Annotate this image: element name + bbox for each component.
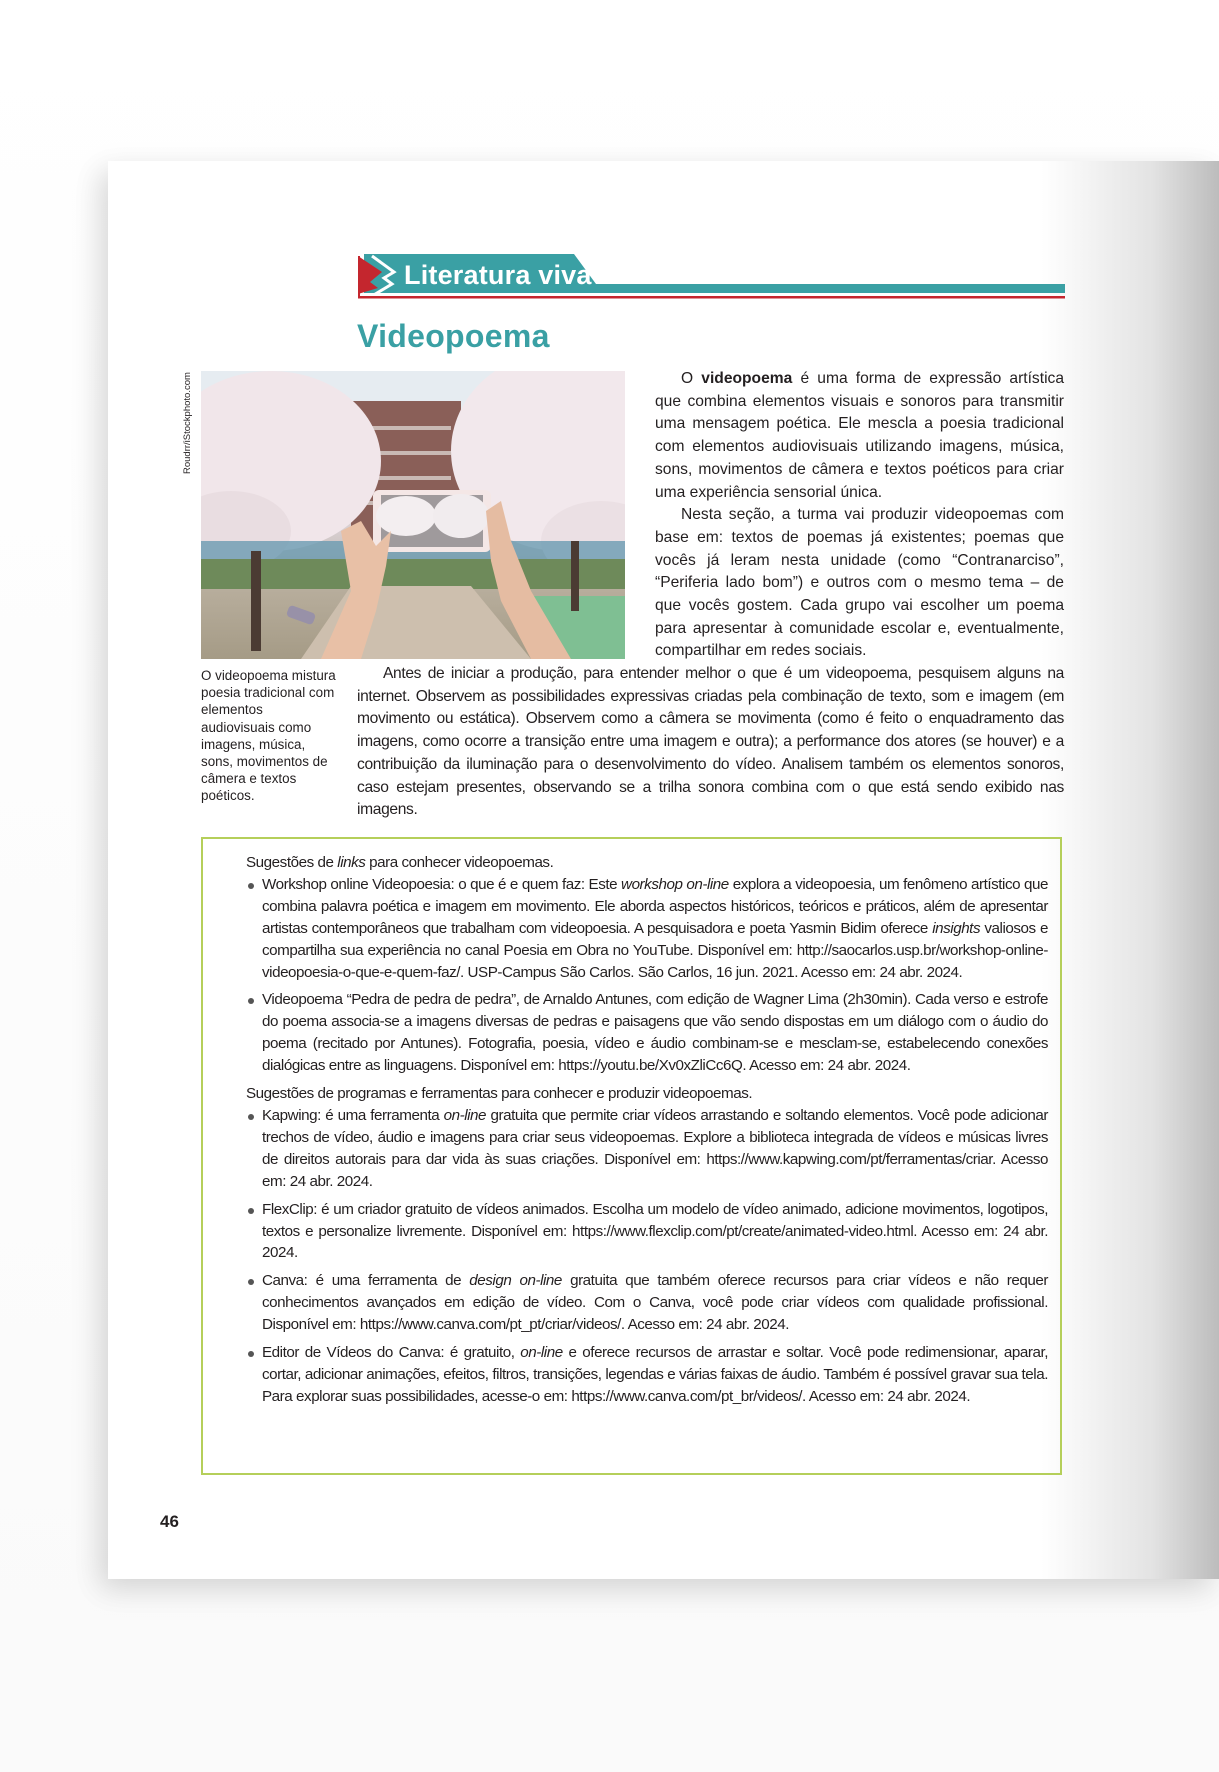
links-heading bbox=[246, 852, 1048, 874]
item-italic: on-line bbox=[443, 1106, 487, 1124]
section-title: Literatura viva bbox=[404, 260, 592, 290]
item-text: explora a videopoesia, um fenômeno artístico que combina palavra poética e imagem em movimento. Ele aborda aspectos históricos, teóricos e práticos, além de apresentar artistas contemporâneos que trabalham com videopoesia. A pesquisadora e poeta Yasmin Bidim oferece bbox=[262, 875, 1049, 937]
bullet-icon bbox=[248, 1351, 254, 1357]
item-text: Workshop online Videopoesia: o que é e quem faz: Este bbox=[262, 875, 622, 893]
bullet-icon bbox=[248, 998, 254, 1004]
page-number: 46 bbox=[160, 1512, 179, 1531]
item-text: FlexClip: é um criador gratuito de vídeos animados. Escolha um modelo de vídeo animado, adicione movimentos, logotipos, textos e personalize livremente. Disponível em: https://www.flexclip.com/pt/create/animated-video.html. Acesso em: 24 abr. 2024. bbox=[262, 1200, 1048, 1262]
bullet-icon bbox=[248, 883, 254, 889]
list-item-link-1 bbox=[246, 874, 1048, 984]
item-italic: insights bbox=[932, 919, 981, 937]
intro-p1-prefix: O bbox=[681, 370, 702, 387]
item-text: Canva: é uma ferramenta de bbox=[262, 1272, 470, 1290]
links-heading-italic: links bbox=[337, 854, 366, 871]
item-italic: workshop on-line bbox=[621, 875, 729, 893]
page-title: Videopoema bbox=[357, 318, 550, 354]
bullet-icon bbox=[248, 1208, 254, 1214]
banner-red-rule bbox=[358, 296, 1065, 299]
item-italic: design on-line bbox=[469, 1272, 562, 1290]
section-banner bbox=[356, 254, 1065, 304]
photo-caption: O videopoema mistura poesia tradicional com elementos audiovisuais como imagens, música, sons, movimentos de câmera e textos poéticos. bbox=[201, 668, 336, 804]
banner-red-edge bbox=[358, 256, 360, 298]
intro-paragraph-2: Nesta seção, a turma vai produzir videopoemas com base em: textos de poemas já existentes; poemas que vocês já leram nesta unidade (como “Contranarciso”, “Periferia lado bom”) e outros com o mesmo tema – de que vocês gostem. Cada grupo vai escolher um poema para apresentar à comunidade escolar e, eventualmente, compartilhar em redes sociais. bbox=[655, 506, 1064, 660]
item-text: gratuita que permite criar vídeos arrastando e soltando elementos. Você pode adicionar trechos de vídeo, áudio e imagens para criar seus videopoemas. Explore a biblioteca integrada de vídeos e músicas livres de direitos autorais para dar vida às suas criações. Disponível em: https://www.kapwing.com/pt/ferramentas/criar. Acesso em: 24 abr. 2024. bbox=[262, 1106, 1048, 1190]
bullet-icon bbox=[248, 1279, 254, 1285]
list-item-canva-video-editor bbox=[246, 1342, 1048, 1408]
intro-text bbox=[655, 368, 1064, 663]
intro-p1-bold-term: videopoema bbox=[701, 370, 793, 387]
item-text: valiosos e compartilha sua experiência no canal Poesia em Obra no YouTube. Disponível em: http://saocarlos.usp.br/workshop-online-videopoesia-o-que-e-quem-faz/. USP-Campus São Carlos. São Carlos, 16 jun. 2021. Acesso em: 24 abr. 2024. bbox=[262, 919, 1048, 981]
item-italic: on-line bbox=[520, 1344, 563, 1362]
item-text: Editor de Vídeos do Canva: é gratuito, bbox=[262, 1344, 521, 1362]
photo-credit: Roudrr/iStockphoto.com bbox=[182, 372, 193, 474]
suggestions-content bbox=[246, 852, 1048, 1414]
links-heading-prefix: Sugestões de bbox=[246, 854, 338, 871]
intro-paragraph-1 bbox=[655, 368, 1064, 504]
body-paragraph: Antes de iniciar a produção, para entender melhor o que é um videopoema, pesquisem alguns na internet. Observem as possibilidades expressivas criadas pela combinação de texto, som e imagem (em movimento ou estática). Observem como a câmera se movimenta (como é feito o enquadramento das imagens, como ocorre a transição entre uma imagem e outra); a performance dos atores (se houver) e a contribuição da iluminação para o desenvolvimento do vídeo. Analisem também os elementos sonoros, caso estejam presentes, observando se a trilha sonora combina com o que está sendo exibido nas imagens. bbox=[357, 665, 1064, 819]
photo-cherry-blossoms-phone bbox=[201, 371, 625, 659]
item-text: Videopoema “Pedra de pedra de pedra”, de Arnaldo Antunes, com edição de Wagner Lima (2h30min). Cada verso e estrofe do poema associa-se a imagens diversas de pedras e paisagens que vão sendo dispostas em um diálogo com o áudio do poema (recitado por Antunes). Fotografia, poesia, vídeo e áudio combinam-se e mesclam-se, estabelecendo conexões dialógicas entre as linguagens. Disponível em: https://youtu.be/Xv0xZliCc6Q. Acesso em: 24 abr. 2024. bbox=[262, 991, 1048, 1075]
list-item-flexclip bbox=[246, 1199, 1048, 1265]
list-item-canva bbox=[246, 1270, 1048, 1336]
wristwatch bbox=[286, 605, 316, 626]
item-text: e oferece recursos de arrastar e soltar. Você pode redimensionar, aparar, cortar, adicionar animações, efeitos, filtros, transições, legendas e várias faixas de áudio. Também é possível gravar sua tela. Para explorar suas possibilidades, acesse-o em: https://www.canva.com/pt_br/videos/. Acesso em: 24 abr. 2024. bbox=[262, 1344, 1048, 1405]
item-text: gratuita que também oferece recursos para criar vídeos e não requer conhecimentos avançados em edição de vídeo. Com o Canva, você pode criar vídeos com qualidade profissional. Disponível em: https://www.canva.com/pt_pt/criar/videos/. Acesso em: 24 abr. 2024. bbox=[262, 1272, 1048, 1334]
links-heading-suffix: para conhecer videopoemas. bbox=[365, 854, 554, 871]
tools-list bbox=[246, 1105, 1048, 1408]
item-text: Kapwing: é uma ferramenta bbox=[262, 1106, 444, 1124]
body-text bbox=[357, 663, 1064, 822]
tools-heading: Sugestões de programas e ferramentas para conhecer e produzir videopoemas. bbox=[246, 1085, 753, 1103]
links-list bbox=[246, 874, 1048, 1077]
bullet-icon bbox=[248, 1114, 254, 1120]
list-item-link-2 bbox=[246, 989, 1048, 1077]
intro-p1-rest: é uma forma de expressão artística que combina elementos visuais e sonoros para transmitir uma mensagem poética. Ele mescla a poesia tradicional com elementos audiovisuais utilizando imagens, música, sons, movimentos de câmera e textos poéticos para criar uma experiência sensorial única. bbox=[655, 370, 1064, 501]
suggestions-box bbox=[201, 837, 1062, 1475]
photo-illustration bbox=[201, 371, 625, 659]
list-item-kapwing bbox=[246, 1105, 1048, 1193]
